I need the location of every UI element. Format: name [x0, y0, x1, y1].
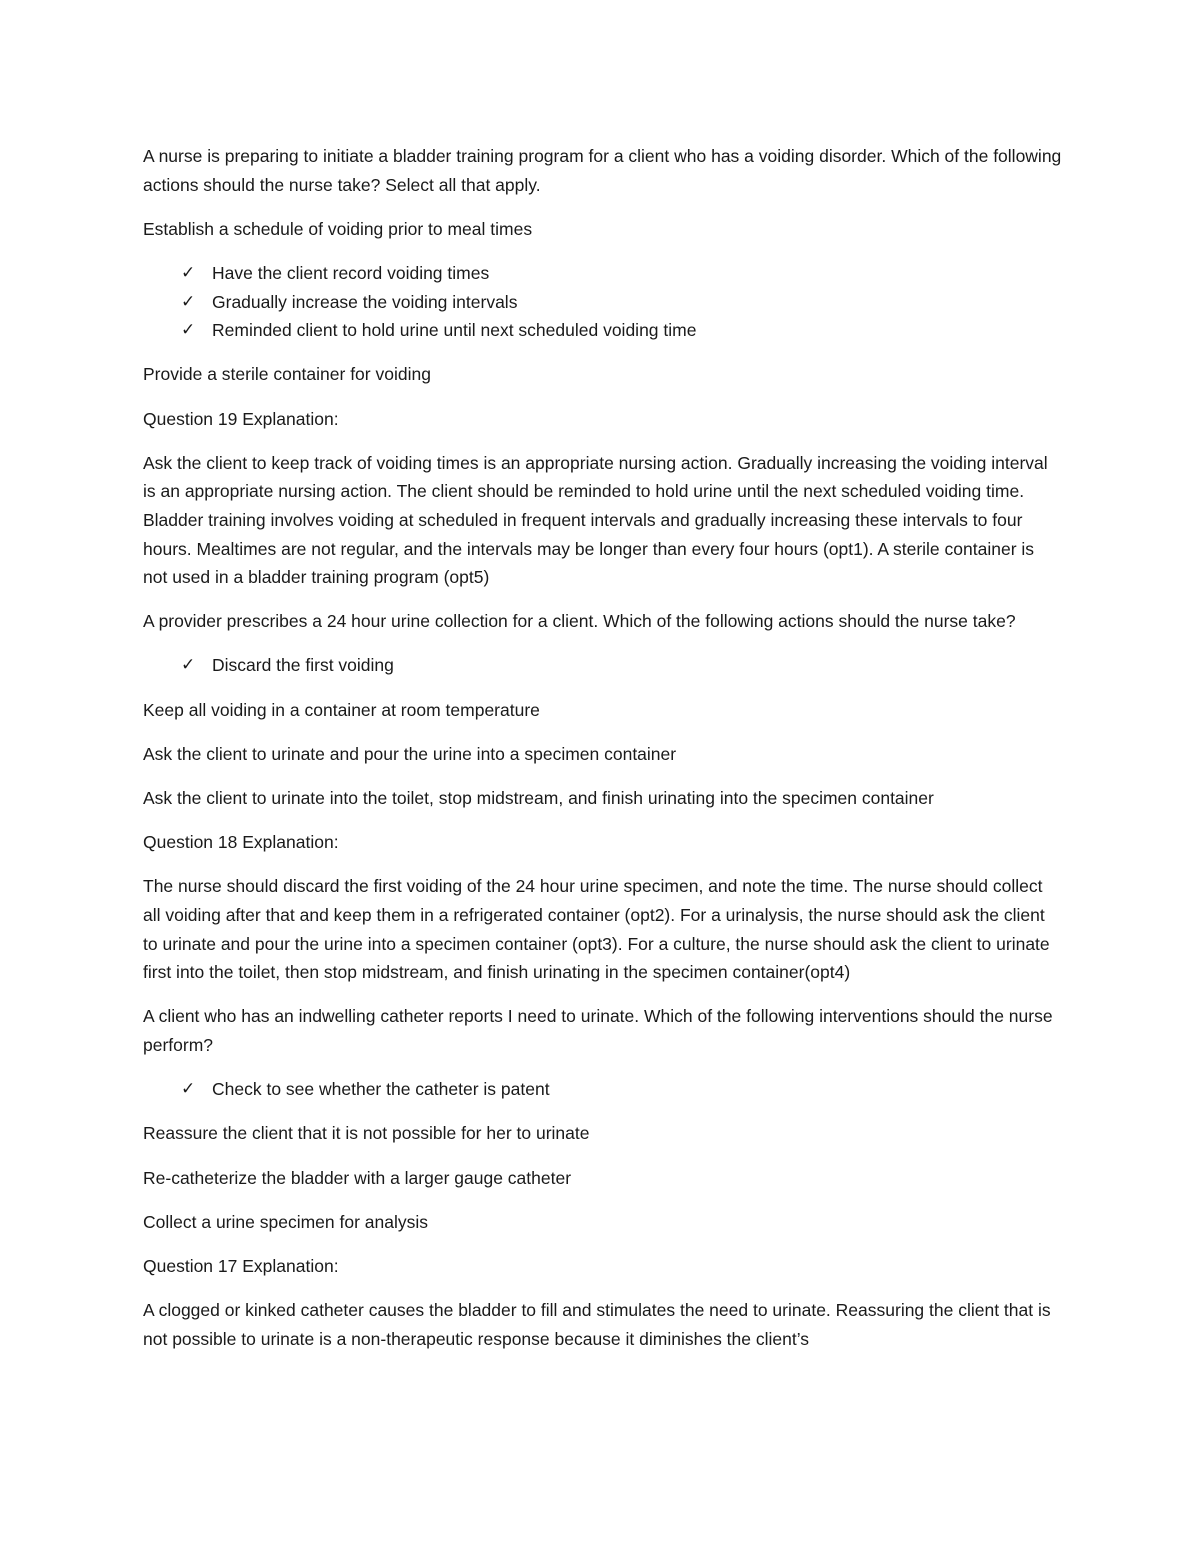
- question-19-correct-option: [181, 288, 1063, 317]
- question-18-option-3: Ask the client to urinate and pour the urine into a specimen container: [143, 743, 677, 764]
- question-19-text: A nurse is preparing to initiate a bladder training program for a client who has a voiding disorder. Which of the following actions should the nurse take? Select all that apply.: [143, 146, 1062, 195]
- question-17-explanation-heading: Question 17 Explanation:: [143, 1255, 339, 1276]
- question-17-option-2: Reassure the client that it is not possible for her to urinate: [143, 1123, 590, 1144]
- question-18-option-2: Keep all voiding in a container at room temperature: [143, 699, 540, 720]
- checkmark-icon: ✓: [181, 655, 196, 676]
- question-19-explanation: Ask the client to keep track of voiding times is an appropriate nursing action. Gradually increasing the voiding interval is an appropriate nursing action. The client should be reminded to hold urine until the next scheduled voiding time. Bladder training involves voiding at scheduled in frequent intervals and gradually increasing these intervals to four hours. Mealtimes are not regular, and the intervals may be longer than every four hours (opt1). A sterile container is not used in a bladder training program (opt5): [143, 452, 1048, 588]
- checkmark-icon: ✓: [181, 291, 196, 312]
- question-19-option-1: Establish a schedule of voiding prior to meal times: [143, 218, 533, 239]
- question-19-explanation-heading: Question 19 Explanation:: [143, 408, 339, 429]
- question-19-correct-options: [143, 259, 1063, 345]
- question-17-option-4: Collect a urine specimen for analysis: [143, 1211, 428, 1232]
- question-18-option-4: Ask the client to urinate into the toilet, stop midstream, and finish urinating into the specimen container: [143, 788, 934, 809]
- question-19: [143, 142, 1063, 592]
- question-18-explanation-heading: Question 18 Explanation:: [143, 832, 339, 853]
- question-18-correct-options: [143, 651, 1063, 680]
- question-18-text: A provider prescribes a 24 hour urine collection for a client. Which of the following actions should the nurse take?: [143, 611, 1016, 632]
- question-17-text: A client who has an indwelling catheter reports I need to urinate. Which of the following interventions should the nurse perform?: [143, 1006, 1053, 1055]
- option-label: Have the client record voiding times: [212, 262, 490, 283]
- checkmark-icon: ✓: [181, 1079, 196, 1100]
- question-17: [143, 1002, 1063, 1353]
- question-19-option-5: Provide a sterile container for voiding: [143, 364, 431, 385]
- question-18: [143, 607, 1063, 987]
- question-18-correct-option: [181, 651, 1063, 680]
- option-label: Check to see whether the catheter is patent: [212, 1079, 550, 1100]
- document-body: [143, 142, 1063, 1369]
- option-label: Gradually increase the voiding intervals: [212, 291, 518, 312]
- question-17-explanation: A clogged or kinked catheter causes the bladder to fill and stimulates the need to urinate. Reassuring the client that is not possible to urinate is a non-therapeutic response because it diminishes the client’s: [143, 1300, 1051, 1349]
- question-19-correct-option: [181, 316, 1063, 345]
- option-label: Discard the first voiding: [212, 655, 394, 676]
- checkmark-icon: ✓: [181, 320, 196, 341]
- option-label: Reminded client to hold urine until next scheduled voiding time: [212, 320, 697, 341]
- question-19-correct-option: [181, 259, 1063, 288]
- question-17-correct-options: [143, 1075, 1063, 1104]
- question-18-explanation: The nurse should discard the first voiding of the 24 hour urine specimen, and note the time. The nurse should collect all voiding after that and keep them in a refrigerated container (opt2). For a urinalysis, the nurse should ask the client to urinate and pour the urine into a specimen container (opt3). For a culture, the nurse should ask the client to urinate first into the toilet, then stop midstream, and finish urinating in the specimen container(opt4): [143, 876, 1050, 983]
- checkmark-icon: ✓: [181, 262, 196, 283]
- question-17-correct-option: [181, 1075, 1063, 1104]
- question-17-option-3: Re-catheterize the bladder with a larger gauge catheter: [143, 1167, 572, 1188]
